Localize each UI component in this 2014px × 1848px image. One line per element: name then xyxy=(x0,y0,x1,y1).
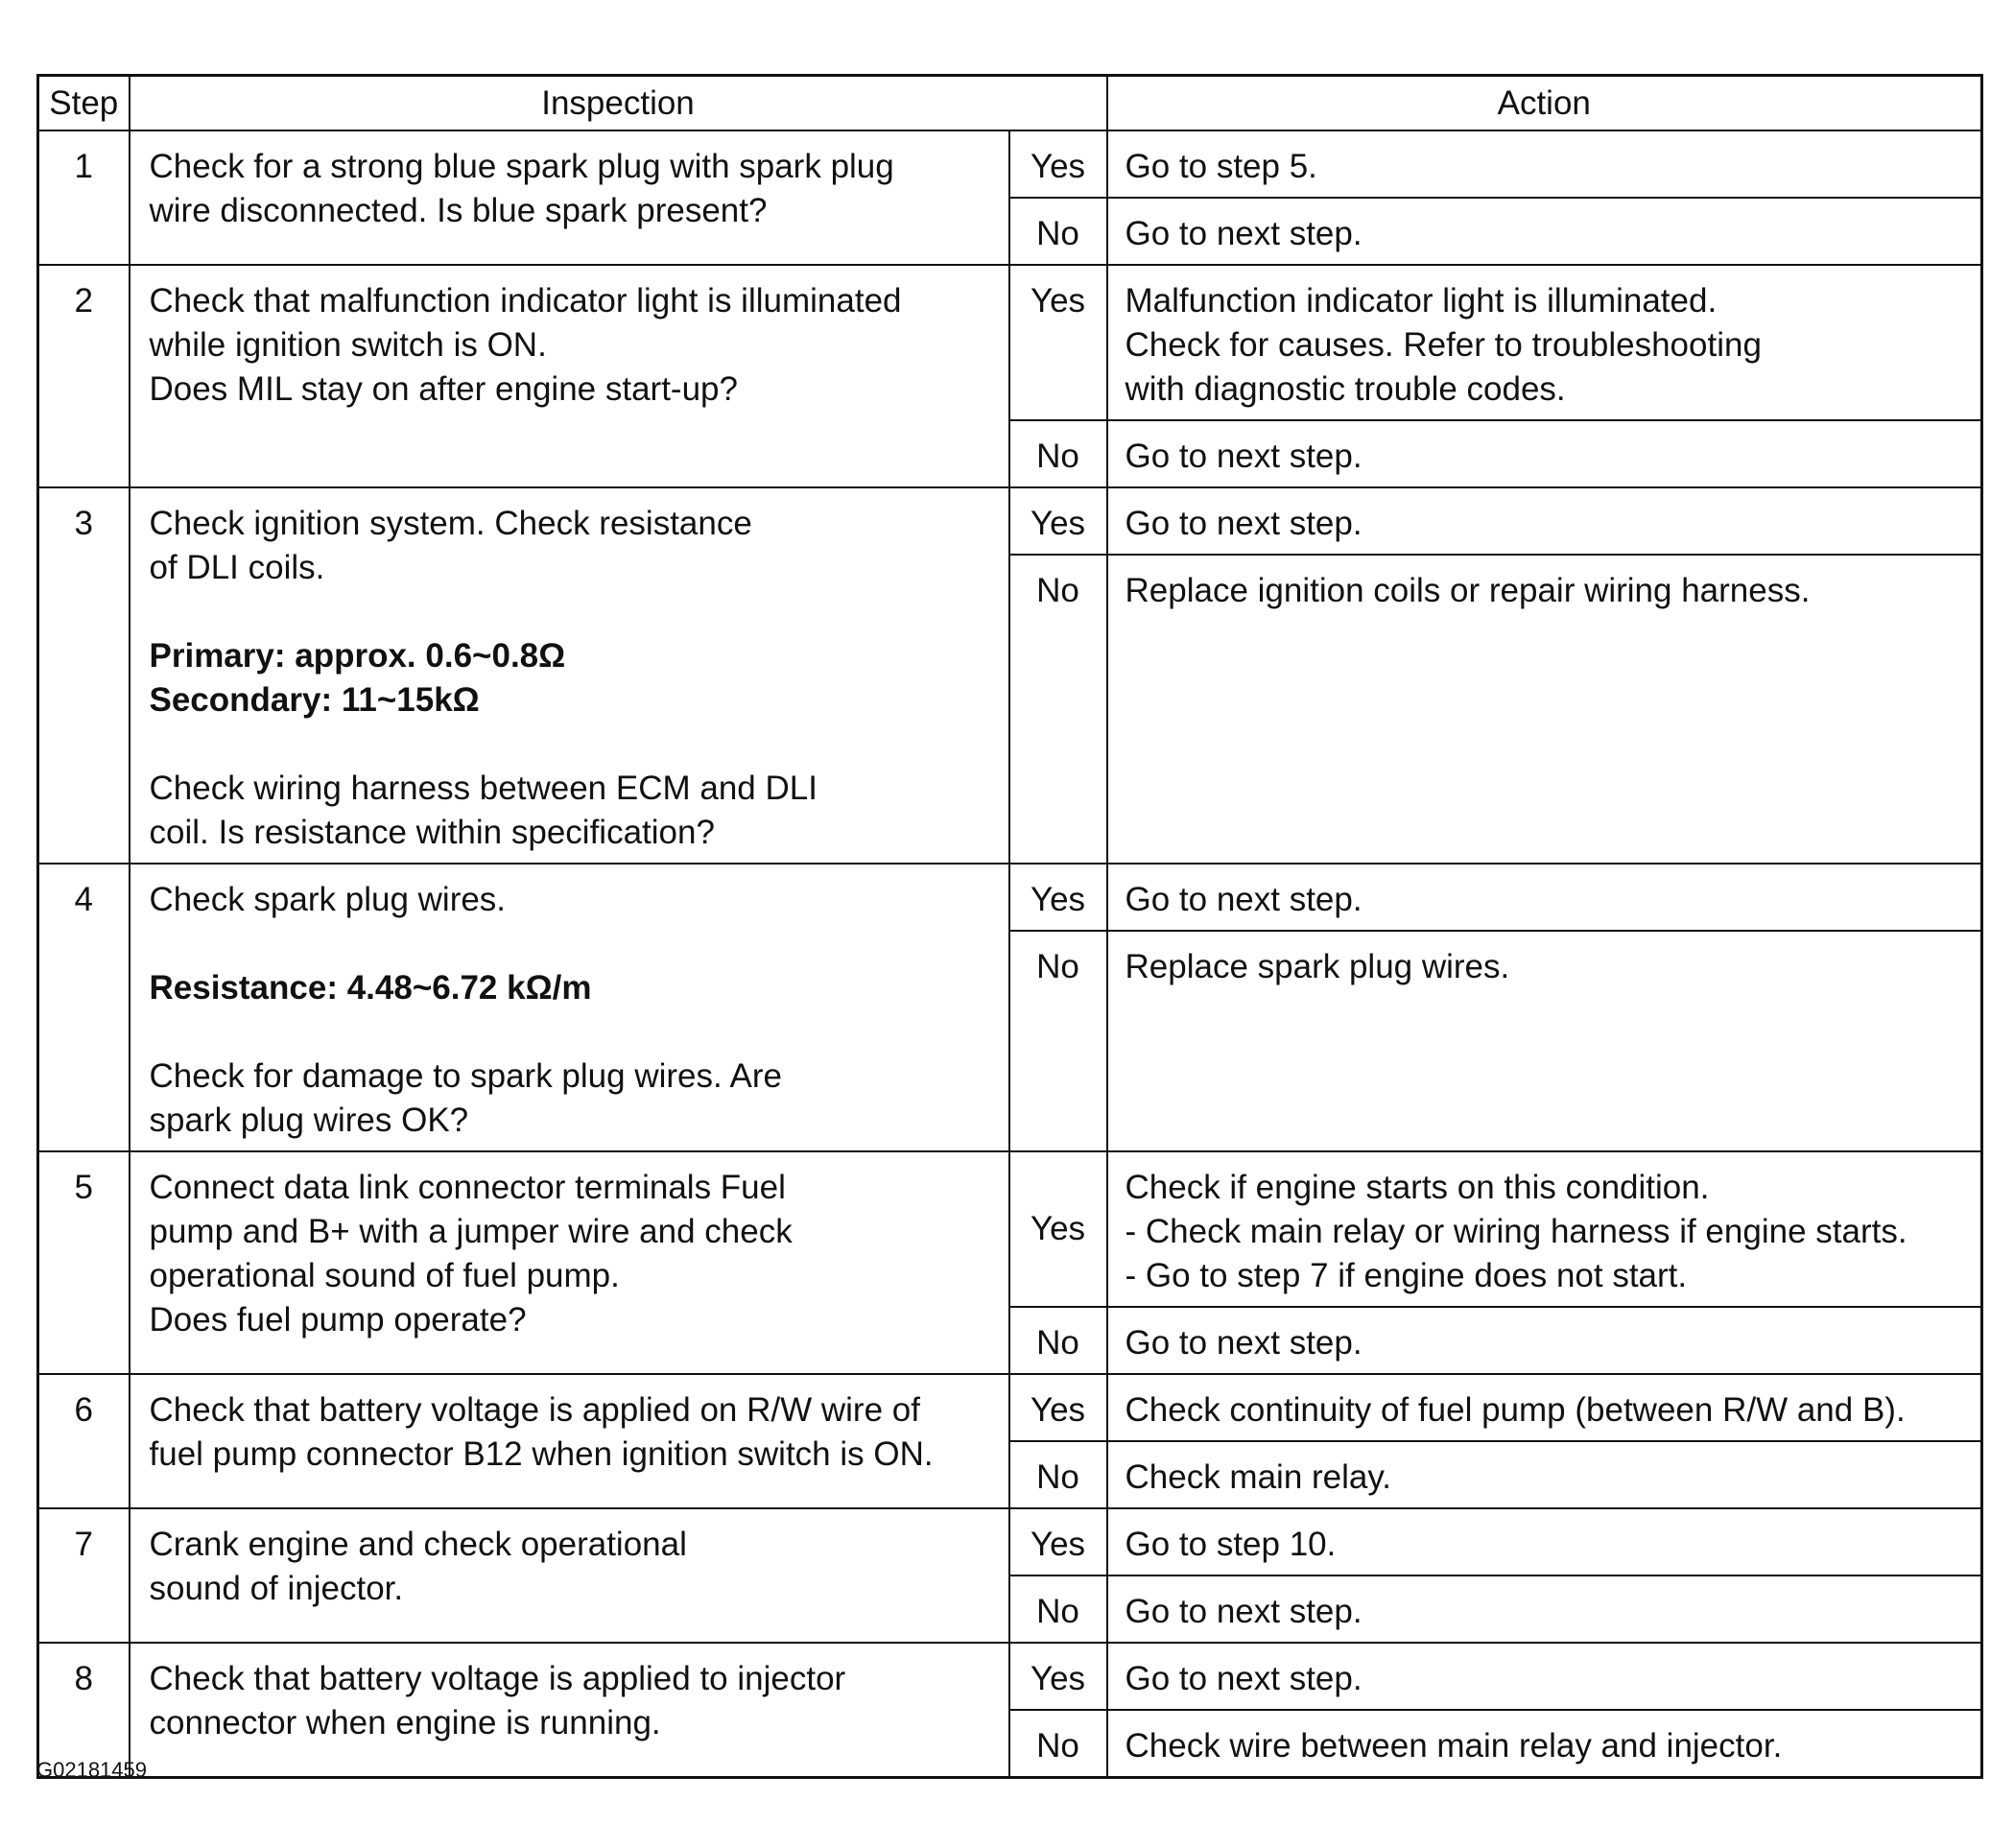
action-line: Go to next step. xyxy=(1125,215,1362,252)
no-action xyxy=(1107,931,1982,1151)
inspection-line: operational sound of fuel pump. xyxy=(149,1257,620,1294)
step-row-yes xyxy=(38,1151,1982,1307)
inspection-text xyxy=(130,1374,1009,1508)
inspection-line: Check spark plug wires. xyxy=(149,881,507,918)
yes-action xyxy=(1107,1508,1982,1576)
yes-action xyxy=(1107,1374,1982,1441)
action-line: Go to next step. xyxy=(1125,438,1362,475)
no-label: No xyxy=(1009,1441,1107,1508)
inspection-text xyxy=(130,130,1009,265)
step-number: 2 xyxy=(38,265,130,487)
yes-label: Yes xyxy=(1009,1508,1107,1576)
yes-action xyxy=(1107,1151,1982,1307)
inspection-line: Check wiring harness between ECM and DLI xyxy=(149,770,817,807)
yes-label: Yes xyxy=(1009,265,1107,420)
action-line: with diagnostic trouble codes. xyxy=(1125,370,1566,408)
spacer xyxy=(150,723,991,767)
inspection-line: Does MIL stay on after engine start-up? xyxy=(149,370,738,408)
action-line: Check if engine starts on this condition. xyxy=(1125,1169,1710,1206)
inspection-line: sound of injector. xyxy=(149,1570,404,1607)
header-inspection: Inspection xyxy=(130,76,1107,131)
header-step: Step xyxy=(38,76,130,131)
yes-action xyxy=(1107,1643,1982,1710)
inspection-text xyxy=(130,864,1009,1151)
action-line: Go to next step. xyxy=(1125,1593,1362,1630)
inspection-line: pump and B+ with a jumper wire and check xyxy=(149,1213,793,1250)
no-label: No xyxy=(1009,420,1107,487)
action-line: - Check main relay or wiring harness if engine starts. xyxy=(1125,1213,1907,1250)
spec-line: Secondary: 11~15kΩ xyxy=(149,681,480,719)
inspection-text xyxy=(130,1508,1009,1643)
action-line: Go to next step. xyxy=(1125,1660,1362,1697)
figure-id: G02181459 xyxy=(36,1758,147,1782)
action-line: Replace spark plug wires. xyxy=(1125,948,1510,985)
step-number: 5 xyxy=(38,1151,130,1374)
inspection-line: fuel pump connector B12 when ignition switch is ON. xyxy=(149,1435,934,1473)
inspection-line: Connect data link connector terminals Fuel xyxy=(149,1169,786,1206)
yes-label: Yes xyxy=(1009,1374,1107,1441)
action-line: Check main relay. xyxy=(1125,1458,1392,1496)
inspection-text xyxy=(130,1151,1009,1374)
no-action xyxy=(1107,1710,1982,1778)
step-number: 4 xyxy=(38,864,130,1151)
inspection-line: connector when engine is running. xyxy=(149,1704,661,1741)
no-action xyxy=(1107,420,1982,487)
no-action xyxy=(1107,198,1982,265)
yes-label: Yes xyxy=(1009,1643,1107,1710)
action-line: Check wire between main relay and injector. xyxy=(1125,1727,1783,1765)
step-row-yes xyxy=(38,265,1982,420)
inspection-line: while ignition switch is ON. xyxy=(149,326,547,364)
inspection-line: Check for a strong blue spark plug with spark plug xyxy=(149,148,894,185)
yes-label: Yes xyxy=(1009,864,1107,931)
yes-label: Yes xyxy=(1009,130,1107,198)
inspection-line: coil. Is resistance within specification? xyxy=(149,814,715,851)
no-action xyxy=(1107,1307,1982,1374)
action-line: Go to step 5. xyxy=(1125,148,1317,185)
inspection-line: Check that malfunction indicator light is illuminated xyxy=(149,282,902,320)
yes-action xyxy=(1107,487,1982,555)
inspection-text xyxy=(130,265,1009,487)
action-line: Go to next step. xyxy=(1125,881,1362,918)
no-action xyxy=(1107,1576,1982,1643)
action-line: - Go to step 7 if engine does not start. xyxy=(1125,1257,1688,1294)
no-label: No xyxy=(1009,1307,1107,1374)
no-label: No xyxy=(1009,555,1107,864)
inspection-line: Crank engine and check operational xyxy=(149,1526,687,1563)
no-label: No xyxy=(1009,931,1107,1151)
step-number: 7 xyxy=(38,1508,130,1643)
no-label: No xyxy=(1009,198,1107,265)
inspection-line: spark plug wires OK? xyxy=(149,1102,469,1139)
inspection-text xyxy=(130,487,1009,864)
action-line: Go to step 10. xyxy=(1125,1526,1337,1563)
action-line: Go to next step. xyxy=(1125,505,1362,542)
spec-line: Primary: approx. 0.6~0.8Ω xyxy=(149,637,566,675)
action-line: Malfunction indicator light is illuminated. xyxy=(1125,282,1718,320)
action-line: Replace ignition coils or repair wiring harness. xyxy=(1125,572,1811,609)
no-label: No xyxy=(1009,1710,1107,1778)
inspection-line: Check that battery voltage is applied on R/W wire of xyxy=(149,1391,920,1429)
no-label: No xyxy=(1009,1576,1107,1643)
action-line: Go to next step. xyxy=(1125,1324,1362,1362)
no-action xyxy=(1107,555,1982,864)
step-number: 1 xyxy=(38,130,130,265)
spacer xyxy=(150,1010,991,1054)
yes-label: Yes xyxy=(1009,487,1107,555)
no-action xyxy=(1107,1441,1982,1508)
action-line: Check continuity of fuel pump (between R/W and B). xyxy=(1125,1391,1906,1429)
step-row-yes xyxy=(38,864,1982,931)
step-row-yes xyxy=(38,487,1982,555)
step-number: 6 xyxy=(38,1374,130,1508)
inspection-text xyxy=(130,1643,1009,1778)
step-row-yes xyxy=(38,1643,1982,1710)
inspection-line: Check for damage to spark plug wires. Are xyxy=(149,1057,782,1095)
step-row-yes xyxy=(38,1374,1982,1441)
yes-action xyxy=(1107,130,1982,198)
diagnostic-table xyxy=(36,74,1983,1779)
inspection-line: Check ignition system. Check resistance xyxy=(149,505,752,542)
step-row-yes xyxy=(38,1508,1982,1576)
inspection-line: Check that battery voltage is applied to injector xyxy=(149,1660,846,1697)
header-row xyxy=(38,76,1982,131)
yes-action xyxy=(1107,265,1982,420)
step-number: 8 xyxy=(38,1643,130,1778)
spacer xyxy=(150,922,991,966)
action-line: Check for causes. Refer to troubleshooting xyxy=(1125,326,1762,364)
yes-action xyxy=(1107,864,1982,931)
inspection-line: Does fuel pump operate? xyxy=(149,1301,527,1339)
spec-line: Resistance: 4.48~6.72 kΩ/m xyxy=(149,969,592,1007)
inspection-line: wire disconnected. Is blue spark present? xyxy=(149,192,768,229)
header-action: Action xyxy=(1107,76,1982,131)
step-row-yes xyxy=(38,130,1982,198)
step-number: 3 xyxy=(38,487,130,864)
inspection-line: of DLI coils. xyxy=(149,549,325,586)
spacer xyxy=(150,590,991,634)
yes-label: Yes xyxy=(1009,1151,1107,1307)
